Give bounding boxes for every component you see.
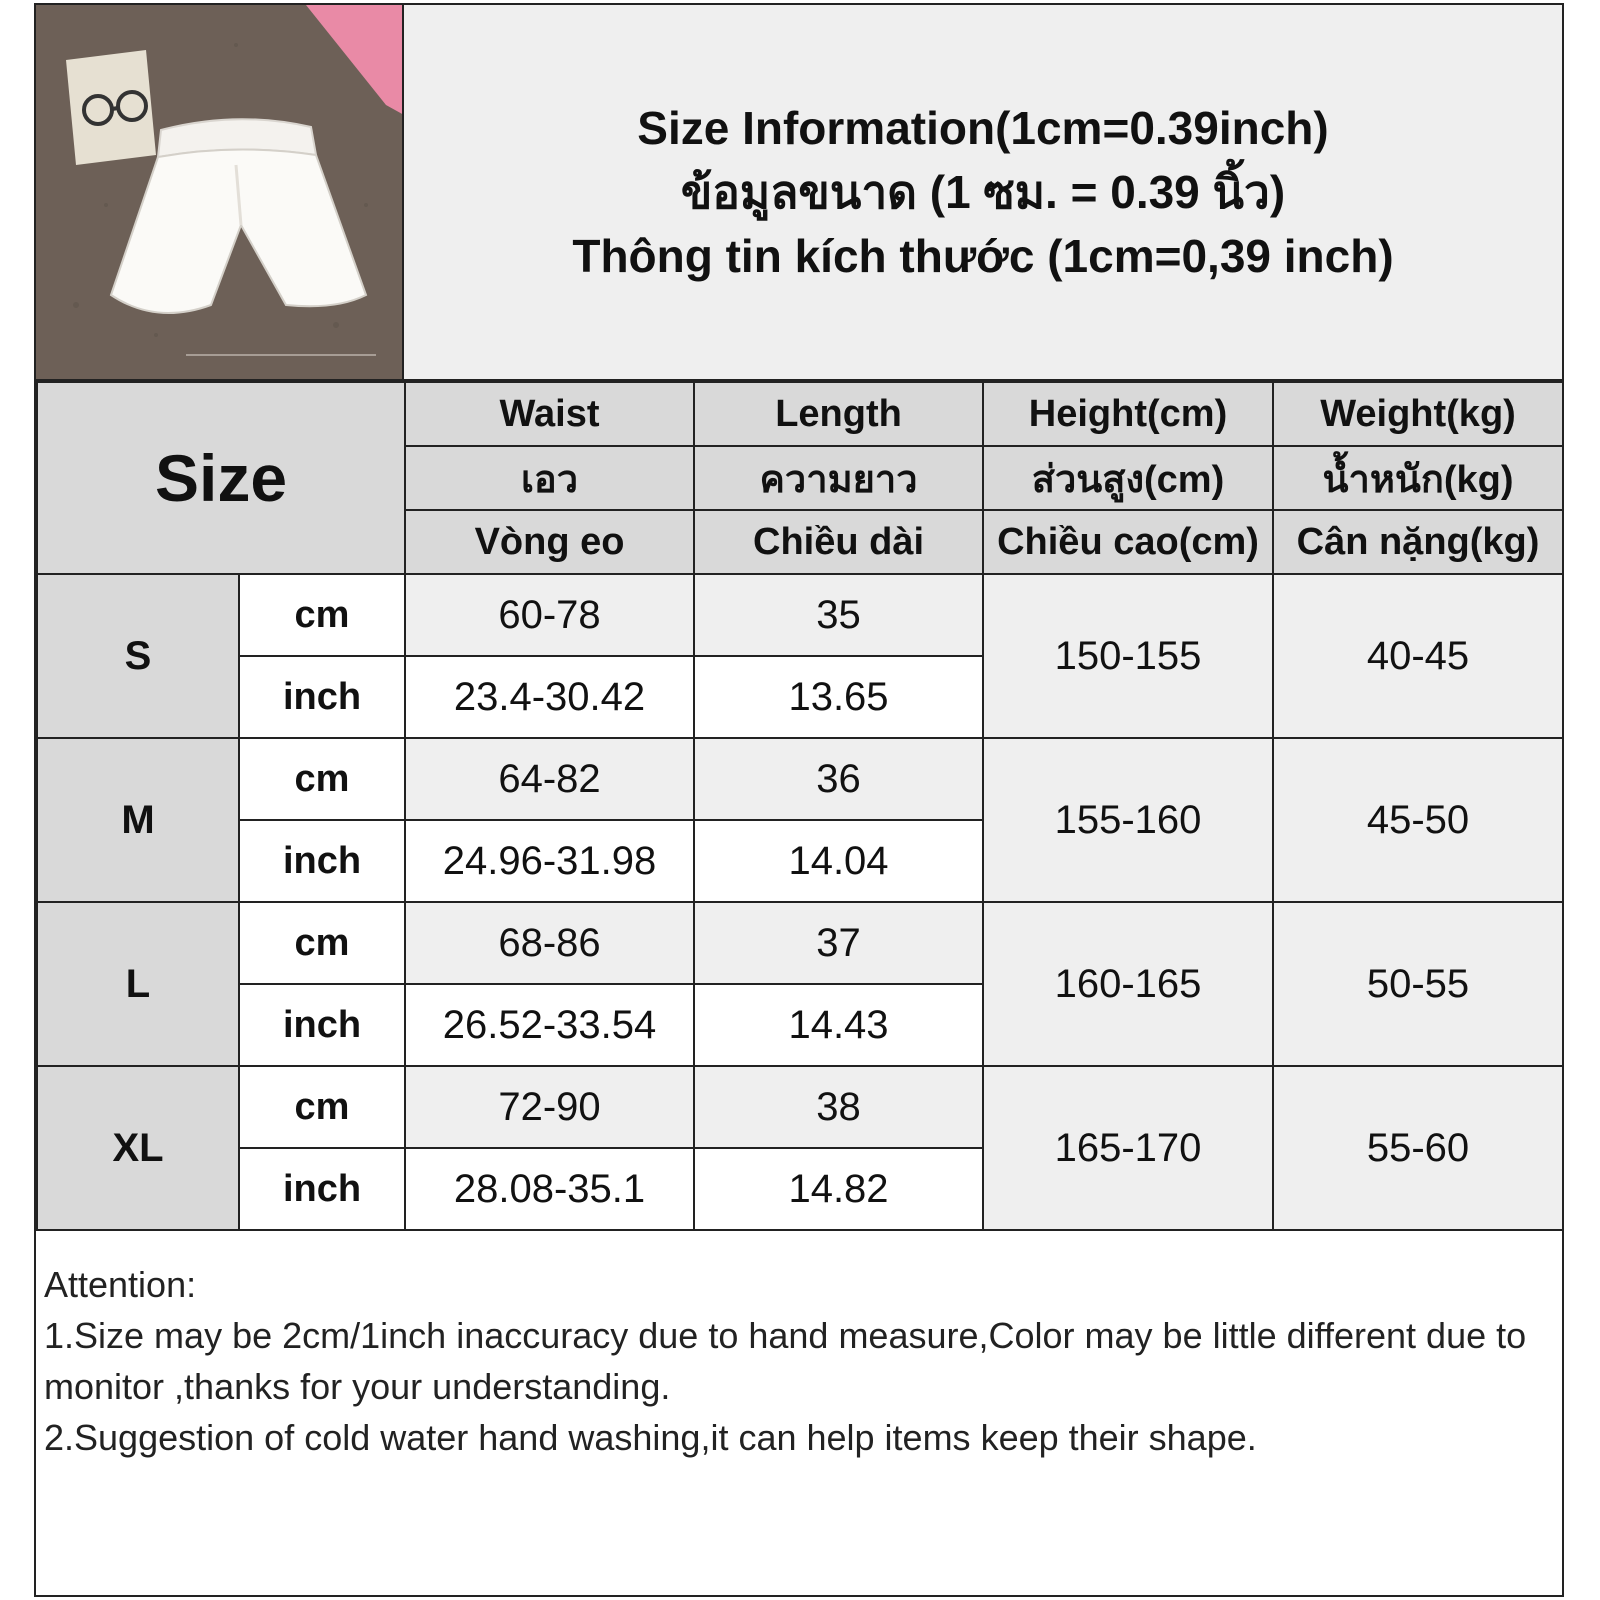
length-cm-l: 37: [694, 902, 983, 984]
length-cm-s: 35: [694, 574, 983, 656]
size-label-s: S: [37, 574, 239, 738]
unit-cm: cm: [239, 574, 405, 656]
column-header-height-vi: Chiều cao(cm): [983, 510, 1273, 574]
weight-m: 45-50: [1273, 738, 1563, 902]
waist-inch-s: 23.4-30.42: [405, 656, 694, 738]
length-inch-s: 13.65: [694, 656, 983, 738]
waist-cm-xl: 72-90: [405, 1066, 694, 1148]
attention-heading: Attention:: [44, 1264, 197, 1305]
waist-inch-xl: 28.08-35.1: [405, 1148, 694, 1230]
column-header-length-th: ความยาว: [694, 446, 983, 510]
waist-inch-m: 24.96-31.98: [405, 820, 694, 902]
weight-xl: 55-60: [1273, 1066, 1563, 1230]
size-chart-sheet: [34, 3, 1564, 1597]
size-table: [36, 381, 1564, 1231]
unit-inch: inch: [239, 1148, 405, 1230]
column-header-length-en: Length: [694, 382, 983, 446]
column-header-waist-vi: Vòng eo: [405, 510, 694, 574]
title-english: Size Information(1cm=0.39inch): [637, 102, 1329, 154]
height-s: 150-155: [983, 574, 1273, 738]
size-label-m: M: [37, 738, 239, 902]
title-vietnamese: Thông tin kích thước (1cm=0,39 inch): [572, 230, 1394, 282]
height-xl: 165-170: [983, 1066, 1273, 1230]
length-cm-m: 36: [694, 738, 983, 820]
attention-notes: [36, 1259, 1562, 1463]
length-inch-xl: 14.82: [694, 1148, 983, 1230]
weight-l: 50-55: [1273, 902, 1563, 1066]
weight-s: 40-45: [1273, 574, 1563, 738]
column-header-weight-en: Weight(kg): [1273, 382, 1563, 446]
product-photo: [36, 5, 404, 381]
size-information-title: [404, 5, 1562, 381]
waist-cm-s: 60-78: [405, 574, 694, 656]
unit-inch: inch: [239, 656, 405, 738]
size-label-l: L: [37, 902, 239, 1066]
waist-inch-l: 26.52-33.54: [405, 984, 694, 1066]
size-header: Size: [37, 382, 405, 574]
column-header-height-en: Height(cm): [983, 382, 1273, 446]
column-header-waist-en: Waist: [405, 382, 694, 446]
length-inch-m: 14.04: [694, 820, 983, 902]
title-thai: ข้อมูลขนาด (1 ซม. = 0.39 นิ้ว): [680, 166, 1286, 218]
unit-cm: cm: [239, 902, 405, 984]
column-header-height-th: ส่วนสูง(cm): [983, 446, 1273, 510]
waist-cm-l: 68-86: [405, 902, 694, 984]
unit-inch: inch: [239, 820, 405, 902]
column-header-weight-th: น้ำหนัก(kg): [1273, 446, 1563, 510]
unit-inch: inch: [239, 984, 405, 1066]
length-inch-l: 14.43: [694, 984, 983, 1066]
size-label-xl: XL: [37, 1066, 239, 1230]
attention-item-1: 1.Size may be 2cm/1inch inaccuracy due to hand measure,Color may be little different due to monitor ,thanks for your understanding.: [44, 1315, 1527, 1407]
length-cm-xl: 38: [694, 1066, 983, 1148]
unit-cm: cm: [239, 738, 405, 820]
unit-cm: cm: [239, 1066, 405, 1148]
height-l: 160-165: [983, 902, 1273, 1066]
height-m: 155-160: [983, 738, 1273, 902]
column-header-waist-th: เอว: [405, 446, 694, 510]
waist-cm-m: 64-82: [405, 738, 694, 820]
attention-item-2: 2.Suggestion of cold water hand washing,it can help items keep their shape.: [44, 1417, 1257, 1458]
column-header-weight-vi: Cân nặng(kg): [1273, 510, 1563, 574]
white-shorts-product-photo-icon: [36, 5, 404, 381]
column-header-length-vi: Chiều dài: [694, 510, 983, 574]
